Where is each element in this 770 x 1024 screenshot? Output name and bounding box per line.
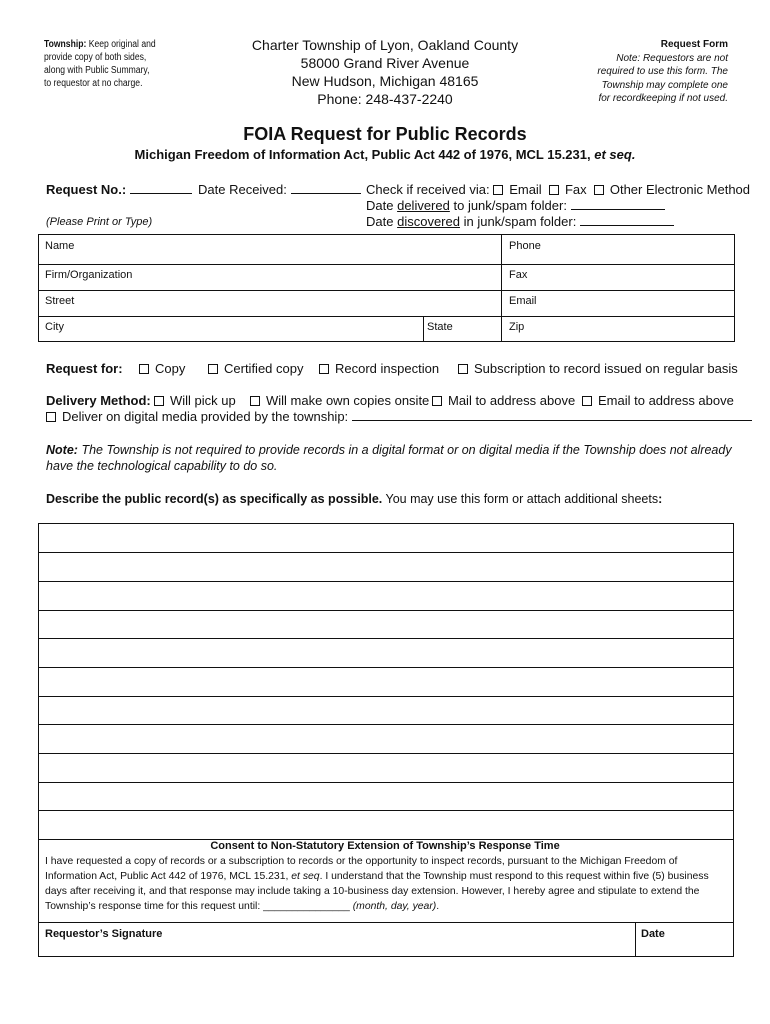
received-via-label: Check if received via: bbox=[366, 182, 490, 197]
delivery-option-label: Mail to address above bbox=[448, 393, 576, 408]
request-form-note-line: Note: Requestors are not bbox=[616, 52, 728, 64]
date-label: Date bbox=[366, 214, 394, 229]
checkbox-subscription[interactable] bbox=[458, 364, 468, 374]
consent-line: days after receiving it, and that response may include taking a 10-business day extension. However, I hereby agree and stipulate to extend the bbox=[45, 886, 700, 897]
delivered-suffix: to junk/spam folder: bbox=[453, 198, 567, 213]
delivery-option-mail[interactable] bbox=[432, 393, 575, 408]
consent-et-seq: et seq bbox=[291, 871, 320, 882]
consent-line bbox=[45, 869, 709, 884]
checkbox-fax-received[interactable] bbox=[549, 185, 559, 195]
township-note-line: to requestor at no charge. bbox=[44, 78, 143, 89]
description-line bbox=[39, 667, 733, 668]
signature-divider bbox=[39, 922, 733, 923]
township-note-line: Keep original and bbox=[88, 39, 156, 50]
description-line bbox=[39, 782, 733, 783]
received-option-label: Other Electronic Method bbox=[609, 182, 751, 197]
signature-date-field[interactable]: Date bbox=[641, 928, 665, 940]
date-delivered-blank[interactable] bbox=[571, 209, 665, 210]
request-form-note-line: Township may complete one bbox=[601, 79, 728, 91]
request-option-label: Certified copy bbox=[224, 361, 304, 376]
description-line bbox=[39, 753, 733, 754]
request-option-inspection[interactable] bbox=[319, 361, 439, 376]
checkbox-record-inspection[interactable] bbox=[319, 364, 329, 374]
delivery-option-pickup[interactable] bbox=[154, 393, 236, 408]
address-line: Charter Township of Lyon, Oakland County bbox=[251, 37, 519, 53]
checkbox-own-copies-onsite[interactable] bbox=[250, 396, 260, 406]
description-line bbox=[39, 552, 733, 553]
date-discovered-blank[interactable] bbox=[580, 225, 674, 226]
date-label: Date bbox=[366, 198, 394, 213]
street-field[interactable]: Street bbox=[45, 295, 75, 307]
extension-date-blank[interactable]: _______________ bbox=[263, 901, 350, 912]
contact-info-table bbox=[38, 234, 735, 342]
description-line bbox=[39, 581, 733, 582]
subtitle-et-seq: et seq. bbox=[594, 147, 636, 162]
request-form-note-line: for recordkeeping if not used. bbox=[598, 93, 728, 104]
delivery-option-label: Will make own copies onsite bbox=[266, 393, 430, 408]
describe-bold: Describe the public record(s) as specifically as possible. bbox=[46, 492, 383, 506]
phone-field[interactable]: Phone bbox=[509, 240, 541, 252]
fax-field[interactable]: Fax bbox=[509, 269, 528, 281]
digital-media-label: Deliver on digital media provided by the township: bbox=[62, 409, 349, 424]
request-for-row bbox=[46, 361, 123, 376]
request-form-note bbox=[597, 38, 728, 106]
date-discovered-junk-field[interactable] bbox=[366, 214, 674, 229]
delivered-word: delivered bbox=[397, 198, 450, 213]
requestor-signature-field[interactable]: Requestor’s Signature bbox=[45, 928, 163, 940]
describe-rest: You may use this form or attach additional sheets bbox=[385, 492, 659, 506]
township-instruction-note bbox=[44, 38, 156, 90]
state-field[interactable]: State bbox=[427, 321, 453, 333]
request-option-label: Subscription to record issued on regular basis bbox=[474, 361, 738, 376]
zip-field[interactable]: Zip bbox=[509, 321, 525, 333]
received-option-label: Fax bbox=[564, 182, 587, 197]
request-form-note-line: required to use this form. The bbox=[597, 66, 728, 77]
township-address bbox=[235, 36, 535, 108]
consent-text-part: Information Act, Public Act 442 of 1976, MCL 15.231, bbox=[45, 871, 289, 882]
consent-title: Consent to Non-Statutory Extension of Township’s Response Time bbox=[210, 840, 560, 852]
checkbox-copy[interactable] bbox=[139, 364, 149, 374]
digital-format-note bbox=[46, 442, 736, 474]
consent-text-part: . I understand that the Township must respond to this request within five (5) business bbox=[319, 871, 709, 882]
date-received-label: Date Received: bbox=[198, 182, 287, 197]
note-label: Note: bbox=[46, 443, 78, 457]
request-option-label: Copy bbox=[155, 361, 186, 376]
page-title: FOIA Request for Public Records bbox=[243, 124, 527, 144]
extension-date-hint: (month, day, year) bbox=[352, 901, 437, 912]
email-field[interactable]: Email bbox=[509, 295, 537, 307]
received-via-row bbox=[366, 182, 750, 197]
date-delivered-junk-field[interactable] bbox=[366, 198, 665, 213]
delivery-option-digital-media[interactable] bbox=[46, 409, 752, 424]
delivery-option-email[interactable] bbox=[582, 393, 734, 408]
delivery-option-label: Will pick up bbox=[170, 393, 236, 408]
request-number-blank[interactable] bbox=[130, 193, 192, 194]
date-received-field[interactable] bbox=[198, 182, 361, 197]
checkbox-email-received[interactable] bbox=[493, 185, 503, 195]
consent-line bbox=[45, 899, 709, 914]
checkbox-other-electronic[interactable] bbox=[594, 185, 604, 195]
checkbox-will-pick-up[interactable] bbox=[154, 396, 164, 406]
request-number-field[interactable] bbox=[46, 182, 192, 197]
township-note-label: Township: bbox=[44, 39, 87, 50]
request-for-label: Request for: bbox=[46, 361, 123, 376]
address-line: Phone: 248-437-2240 bbox=[317, 91, 453, 107]
request-option-copy[interactable] bbox=[139, 361, 185, 376]
address-line: New Hudson, Michigan 48165 bbox=[291, 73, 479, 89]
consent-text bbox=[45, 854, 709, 914]
city-field[interactable]: City bbox=[45, 321, 64, 333]
checkbox-certified-copy[interactable] bbox=[208, 364, 218, 374]
describe-instructions bbox=[46, 492, 662, 506]
request-form-label: Request Form bbox=[660, 39, 728, 50]
describe-colon: : bbox=[658, 492, 663, 506]
description-line bbox=[39, 638, 733, 639]
delivery-option-onsite[interactable] bbox=[250, 393, 429, 408]
description-line bbox=[39, 724, 733, 725]
address-line: 58000 Grand River Avenue bbox=[300, 55, 470, 71]
township-note-line: along with Public Summary, bbox=[44, 65, 150, 76]
township-note-line: provide copy of both sides, bbox=[44, 52, 147, 63]
delivery-method-label: Delivery Method: bbox=[46, 393, 151, 408]
consent-text-part: Township’s response time for this request until: bbox=[45, 901, 261, 912]
subtitle-text: Michigan Freedom of Information Act, Public Act 442 of 1976, MCL 15.231, bbox=[134, 147, 591, 162]
description-line bbox=[39, 696, 733, 697]
checkbox-digital-media[interactable] bbox=[46, 412, 56, 422]
delivery-option-label: Email to address above bbox=[598, 393, 734, 408]
request-option-subscription[interactable] bbox=[458, 361, 738, 376]
description-line bbox=[39, 610, 733, 611]
checkbox-mail-to-address[interactable] bbox=[432, 396, 442, 406]
name-field[interactable]: Name bbox=[45, 240, 75, 252]
checkbox-email-to-address[interactable] bbox=[582, 396, 592, 406]
print-note: (Please Print or Type) bbox=[46, 216, 153, 228]
page-subtitle bbox=[0, 147, 770, 162]
note-text: The Township is not required to provide records in a digital format or on digital media if the Township does not already have the technological capability to do so. bbox=[46, 443, 732, 473]
request-number-label: Request No.: bbox=[46, 182, 127, 197]
request-option-label: Record inspection bbox=[335, 361, 440, 376]
request-option-certified[interactable] bbox=[208, 361, 303, 376]
digital-media-blank[interactable] bbox=[352, 420, 752, 421]
discovered-word: discovered bbox=[397, 214, 460, 229]
description-line bbox=[39, 810, 733, 811]
date-received-blank[interactable] bbox=[291, 193, 361, 194]
consent-line: I have requested a copy of records or a subscription to records or the opportunity to inspect records, pursuant to the Michigan Freedom of bbox=[45, 856, 678, 867]
firm-field[interactable]: Firm/Organization bbox=[45, 269, 133, 281]
discovered-suffix: in junk/spam folder: bbox=[463, 214, 577, 229]
received-option-label: Email bbox=[509, 182, 542, 197]
consent-text-part: . bbox=[436, 901, 440, 912]
